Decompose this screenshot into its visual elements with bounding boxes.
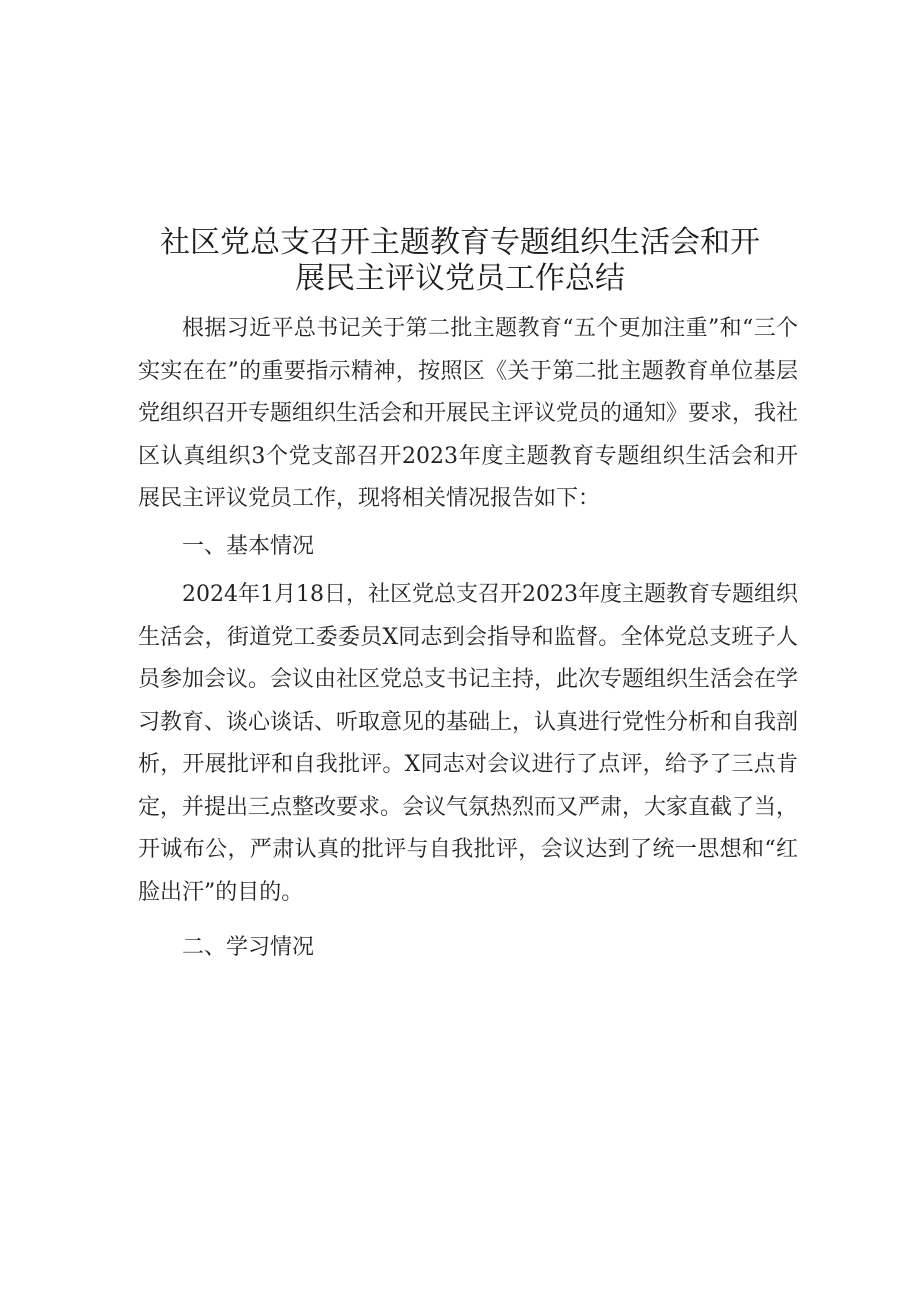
basic-situation-paragraph: 2024年1月18日，社区党总支召开2023年度主题教育专题组织生活会，街道党工委委员X同志到会指导和监督。全体党总支班子人员参加会议。会议由社区党总支书记主持，此次专题组织生活会在学习教育、谈心谈话、听取意见的基础上，认真进行党性分析和自我剖析，开展批评和自我批评。X同志对会议进行了点评，给予了三点肯定，并提出三点整改要求。会议气氛热烈而又严肃，大家直截了当，开诚布公，严肃认真的批评与自我批评，会议达到了统一思想和“红脸出汗”的目的。 (138, 582, 799, 905)
intro-paragraph: 根据习近平总书记关于第二批主题教育“五个更加注重”和“三个实实在在”的重要指示精神，按照区《关于第二批主题教育单位基层党组织召开专题组织生活会和开展民主评议党员的通知》要求，我社区认真组织3个党支部召开2023年度主题教育专题组织生活会和开展民主评议党员工作，现将相关情况报告如下： (138, 316, 799, 511)
document-title-line-1: 社区党总支召开主题教育专题组织生活会和开 (160, 225, 760, 260)
section-heading-study-situation: 二、学习情况 (182, 935, 315, 960)
document-title-line-2: 展民主评议党员工作总结 (295, 261, 625, 296)
section-heading-basic-situation: 一、基本情况 (182, 534, 315, 559)
